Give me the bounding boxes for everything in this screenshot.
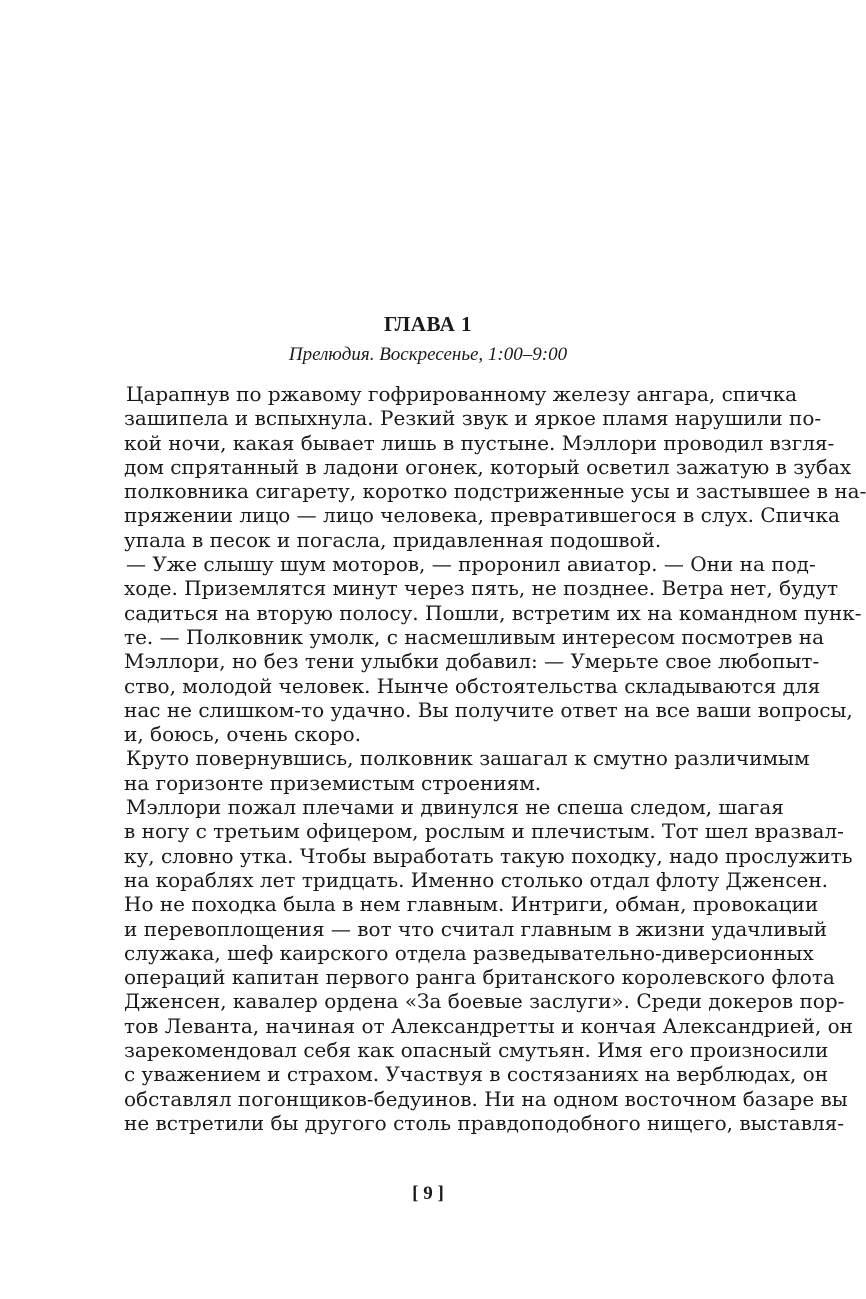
text-line: Мэллори, но без тени улыбки добавил: — Умерьте свое любопыт- bbox=[124, 649, 820, 674]
text-line: садиться на вторую полосу. Пошли, встретим их на командном пунк- bbox=[124, 600, 862, 625]
text-line: Дженсен, кавалер ордена «За боевые заслуги». Среди докеров пор- bbox=[124, 989, 845, 1014]
text-line: упала в песок и погасла, придавленная подошвой. bbox=[124, 527, 662, 552]
text-line: те. — Полковник умолк, с насмешливым интересом посмотрев на bbox=[124, 624, 824, 649]
text-line: — Уже слышу шум моторов, — проронил авиатор. — Они на под- bbox=[126, 552, 816, 577]
text-line: Но не походка была в нем главным. Интриги, обман, провокации bbox=[124, 892, 819, 917]
text-line: полковника сигарету, коротко подстриженные усы и застывшее в на- bbox=[124, 479, 866, 504]
text-line: нас не слишком-то удачно. Вы получите ответ на все ваши вопросы, bbox=[124, 697, 853, 722]
text-line: Круто повернувшись, полковник зашагал к смутно различимым bbox=[126, 746, 810, 771]
chapter-title: ГЛАВА 1 bbox=[383, 312, 473, 336]
text-line: ходе. Приземлятся минут через пять, не позднее. Ветра нет, будут bbox=[124, 576, 839, 601]
text-line: зашипела и вспыхнула. Резкий звук и яркое пламя нарушили по- bbox=[124, 406, 822, 431]
text-line: ство, молодой человек. Нынче обстоятельства складываются для bbox=[124, 673, 821, 698]
body-text bbox=[124, 382, 866, 1135]
text-line: с уважением и страхом. Участвуя в состязаниях на верблюдах, он bbox=[124, 1062, 829, 1087]
text-line: ку, словно утка. Чтобы выработать такую походку, надо прослужить bbox=[124, 843, 853, 868]
text-line: и, боюсь, очень скоро. bbox=[124, 722, 361, 747]
text-line: на кораблях лет тридцать. Именно столько отдал флоту Дженсен. bbox=[124, 867, 829, 892]
text-line: операций капитан первого ранга британского королевского флота bbox=[124, 965, 835, 990]
text-line: тов Леванта, начиная от Александретты и кончая Александрией, он bbox=[124, 1013, 853, 1038]
text-line: не встретили бы другого столь правдоподобного нищего, выставля- bbox=[124, 1110, 845, 1135]
text-line: пряжении лицо — лицо человека, превратившегося в слух. Спичка bbox=[124, 503, 840, 528]
text-line: на горизонте приземистым строениям. bbox=[124, 770, 542, 795]
chapter-subtitle: Прелюдия. Воскресенье, 1:00–9:00 bbox=[288, 344, 568, 365]
text-line: зарекомендовал себя как опасный смутьян. Имя его произносили bbox=[124, 1038, 829, 1063]
text-line: кой ночи, какая бывает лишь в пустыне. Мэллори проводил взгля- bbox=[124, 430, 835, 455]
text-line: Царапнув по ржавому гофрированному железу ангара, спичка bbox=[126, 382, 798, 406]
text-line: Мэллори пожал плечами и двинулся не спеша следом, шагая bbox=[126, 795, 784, 820]
text-line: служака, шеф каирского отдела разведывательно-диверсионных bbox=[124, 940, 814, 965]
text-line: дом спрятанный в ладони огонек, который осветил зажатую в зубах bbox=[124, 454, 852, 479]
text-line: в ногу с третьим офицером, рослым и плечистым. Тот шел вразвал- bbox=[124, 819, 844, 844]
text-line: и перевоплощения — вот что считал главным в жизни удачливый bbox=[124, 916, 828, 941]
text-line: обставлял погонщиков-бедуинов. Ни на одном восточном базаре вы bbox=[124, 1086, 848, 1111]
page-number: [ 9 ] bbox=[412, 1183, 444, 1204]
